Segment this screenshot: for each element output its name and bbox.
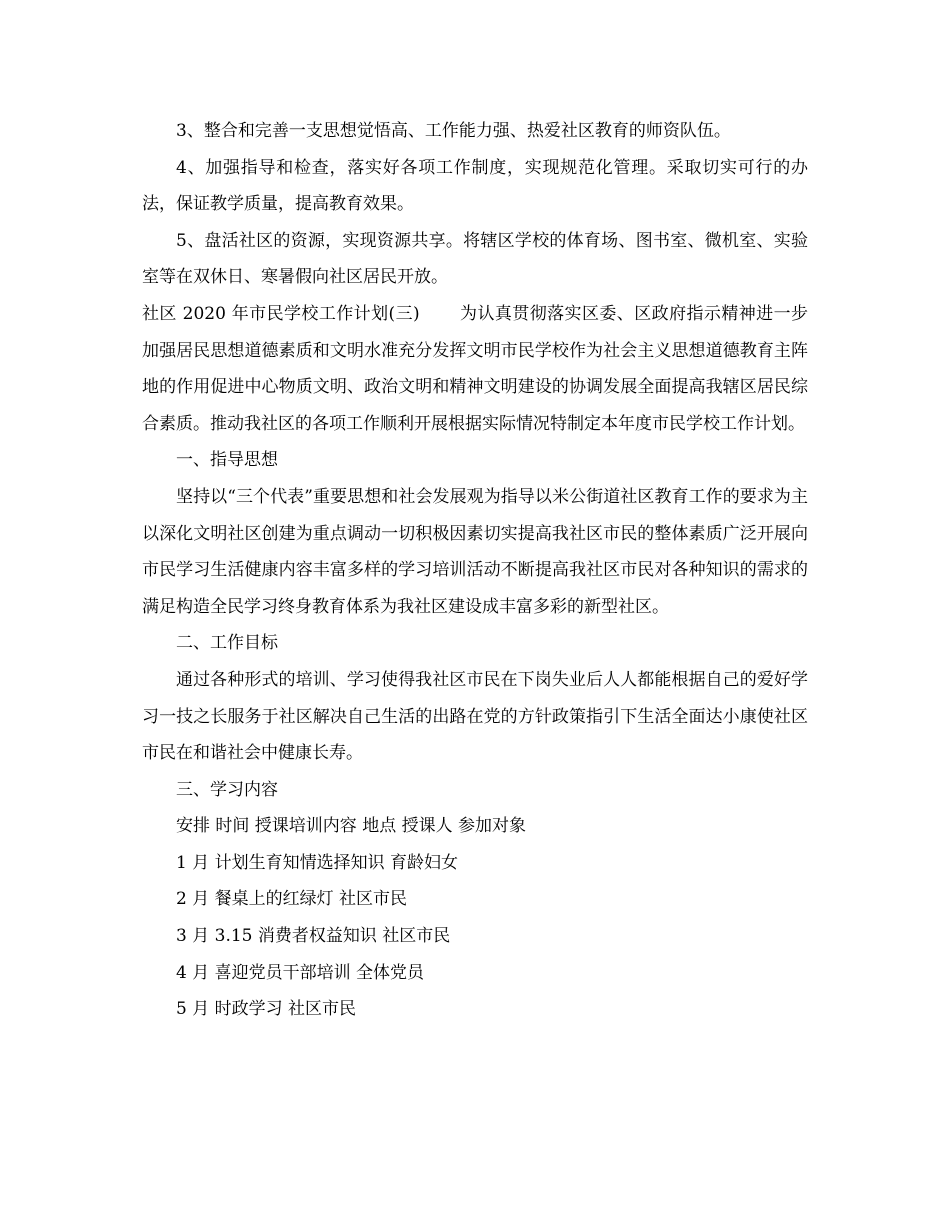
schedule-row: 4 月 喜迎党员干部培训 全体党员 [176,962,425,983]
paragraph-item-3: 3、整合和完善一支思想觉悟高、工作能力强、热爱社区教育的师资队伍。 [176,121,731,141]
plan-intro-text: 为认真贯彻落实区委、区政府指示精神进一步加强居民思想道德素质和文明水准充分发挥文明市民学校作为社会主义思想道德教育主阵地的作用促进中心物质文明、政治文明和精神文明建设的协调发展全面提高我辖区居民综合素质。推动我社区的各项工作顺利开展根据实际情况特制定本年度市民学校工作计划。 [142,303,808,434]
section-heading-learning-content: 三、学习内容 [176,779,278,800]
paragraph-item-5: 5、盘活社区的资源，实现资源共享。将辖区学校的体育场、图书室、微机室、实验室等在双休日、寒暑假向社区居民开放。 [142,230,808,288]
section-body-work-goals: 通过各种形式的培训、学习使得我社区市民在下岗失业后人人都能根据自己的爱好学习一技之长服务于社区解决自己生活的出路在党的方针政策指引下生活全面达小康使社区市民在和谐社会中健康长寿。 [142,669,808,764]
schedule-row: 2 月 餐桌上的红绿灯 社区市民 [176,889,408,910]
schedule-row: 5 月 时政学习 社区市民 [176,999,357,1020]
paragraph-item-4: 4、加强指导和检查，落实好各项工作制度，实现规范化管理。采取切实可行的办法，保证教学质量，提高教育效果。 [142,157,808,215]
schedule-header: 安排 时间 授课培训内容 地点 授课人 参加对象 [176,816,527,837]
plan-intro-paragraph [142,296,808,442]
plan-title: 社区 2020 年市民学校工作计划(三) [142,303,420,324]
schedule-row: 3 月 3.15 消费者权益知识 社区市民 [176,926,451,947]
section-heading-work-goals: 二、工作目标 [176,633,278,654]
section-heading-guiding-thought: 一、指导思想 [176,450,278,471]
section-body-guiding-thought: 坚持以“三个代表”重要思想和社会发展观为指导以米公街道社区教育工作的要求为主以深化文明社区创建为重点调动一切积极因素切实提高我社区市民的整体素质广泛开展向市民学习生活健康内容丰富多样的学习培训活动不断提高我社区市民对各种知识的需求的满足构造全民学习终身教育体系为我社区建设成丰富多彩的新型社区。 [142,486,808,617]
document-page [142,113,808,1028]
schedule-row: 1 月 计划生育知情选择知识 育龄妇女 [176,852,459,873]
